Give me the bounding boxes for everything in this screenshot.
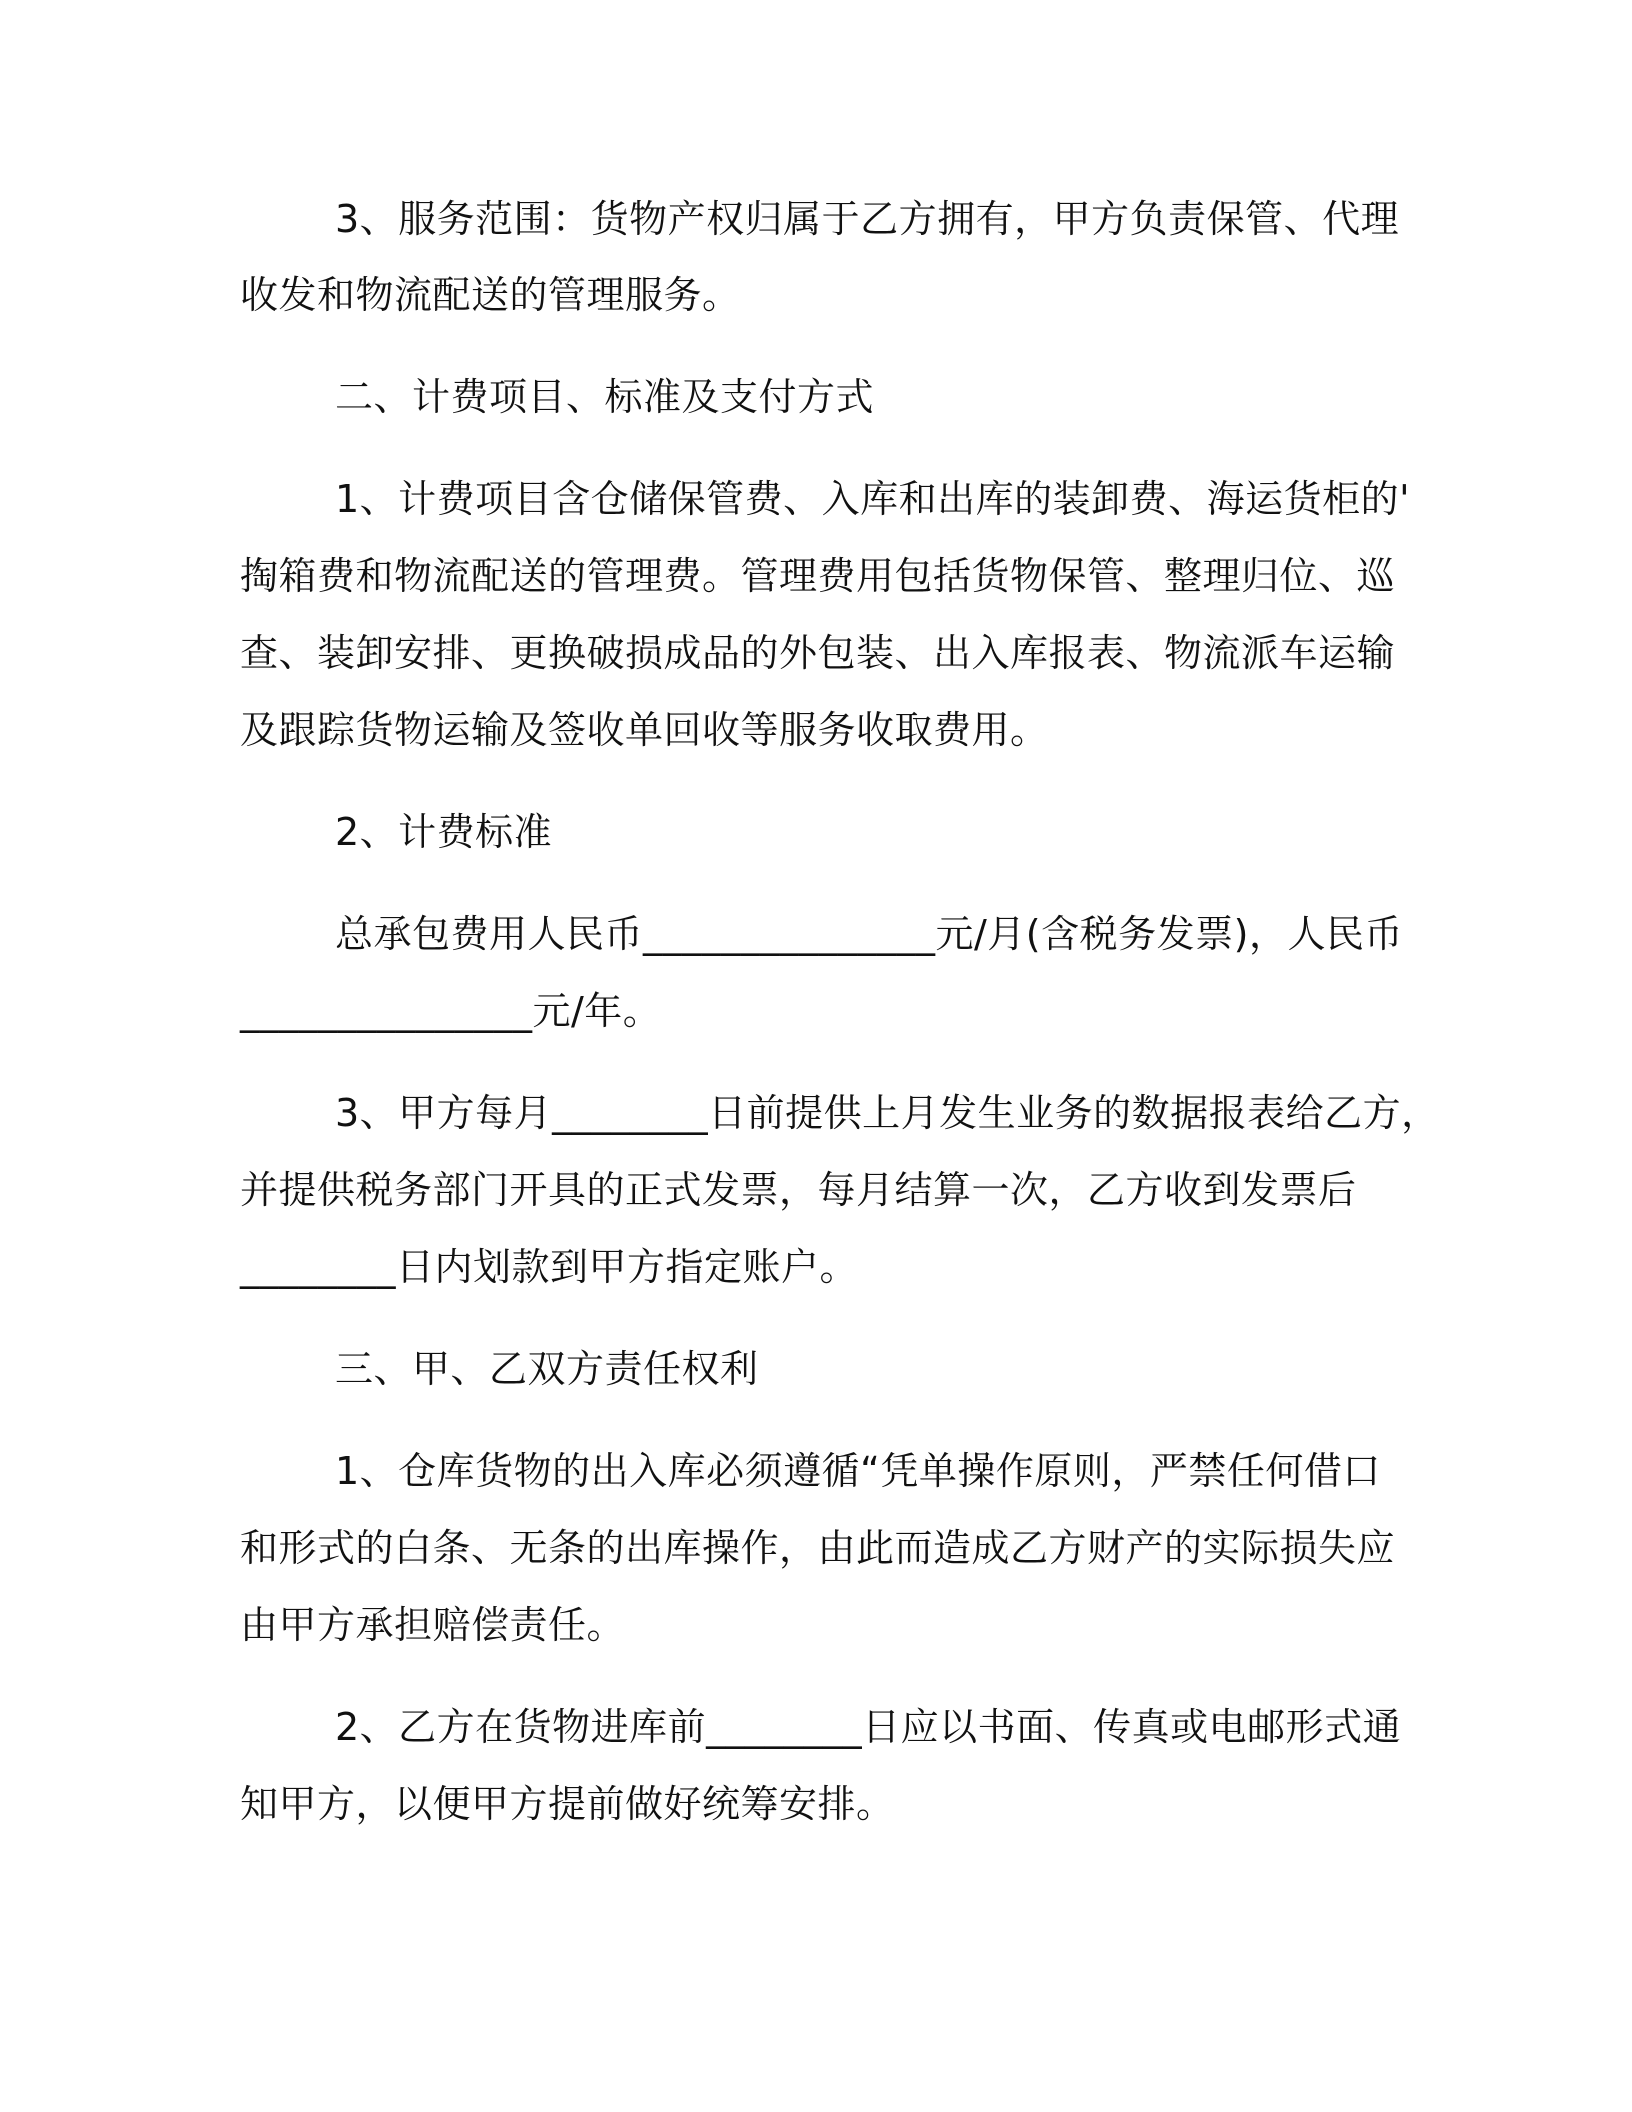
clause-3-monthly-report-line-3: ________日内划款到甲方指定账户。 xyxy=(240,1245,859,1289)
clause-3-monthly-report-line-2: 并提供税务部门开具的正式发票，每月结算一次，乙方收到发票后 xyxy=(240,1168,1357,1212)
clause-1-billing-items-line-2: 掏箱费和物流配送的管理费。管理费用包括货物保管、整理归位、巡 xyxy=(240,554,1396,598)
clause-3-service-scope-line-1: 3、服务范围：货物产权归属于乙方拥有，甲方负责保管、代理 xyxy=(335,197,1400,241)
clause-3-service-scope-line-2: 收发和物流配送的管理服务。 xyxy=(240,273,741,317)
clause-1-billing-items-line-4: 及跟踪货物运输及签收单回收等服务收取费用。 xyxy=(240,708,1049,752)
clause-2-billing-standard-heading: 2、计费标准 xyxy=(335,810,553,854)
clause-3-monthly-report-line-1: 3、甲方每月________日前提供上月发生业务的数据报表给乙方， xyxy=(335,1091,1440,1135)
section-3-heading: 三、甲、乙双方责任权利 xyxy=(335,1347,759,1391)
clause-1-warehouse-ops-line-2: 和形式的白条、无条的出库操作，由此而造成乙方财产的实际损失应 xyxy=(240,1526,1396,1570)
clause-2-notice-line-1: 2、乙方在货物进库前________日应以书面、传真或电邮形式通 xyxy=(335,1705,1402,1749)
clause-1-billing-items-line-3: 查、装卸安排、更换破损成品的外包装、出入库报表、物流派车运输 xyxy=(240,631,1396,675)
section-2-heading: 二、计费项目、标准及支付方式 xyxy=(335,375,875,419)
total-fee-line-1: 总承包费用人民币_______________元/月(含税务发票)，人民币 xyxy=(335,912,1403,956)
total-fee-line-2: _______________元/年。 xyxy=(240,989,662,1033)
clause-1-billing-items-line-1: 1、计费项目含仓储保管费、入库和出库的装卸费、海运货柜的' xyxy=(335,477,1411,521)
clause-1-warehouse-ops-line-3: 由甲方承担赔偿责任。 xyxy=(240,1603,626,1647)
clause-1-warehouse-ops-line-1: 1、仓库货物的出入库必须遵循“凭单操作原则，严禁任何借口 xyxy=(335,1449,1381,1493)
clause-2-notice-line-2: 知甲方，以便甲方提前做好统筹安排。 xyxy=(240,1782,895,1826)
